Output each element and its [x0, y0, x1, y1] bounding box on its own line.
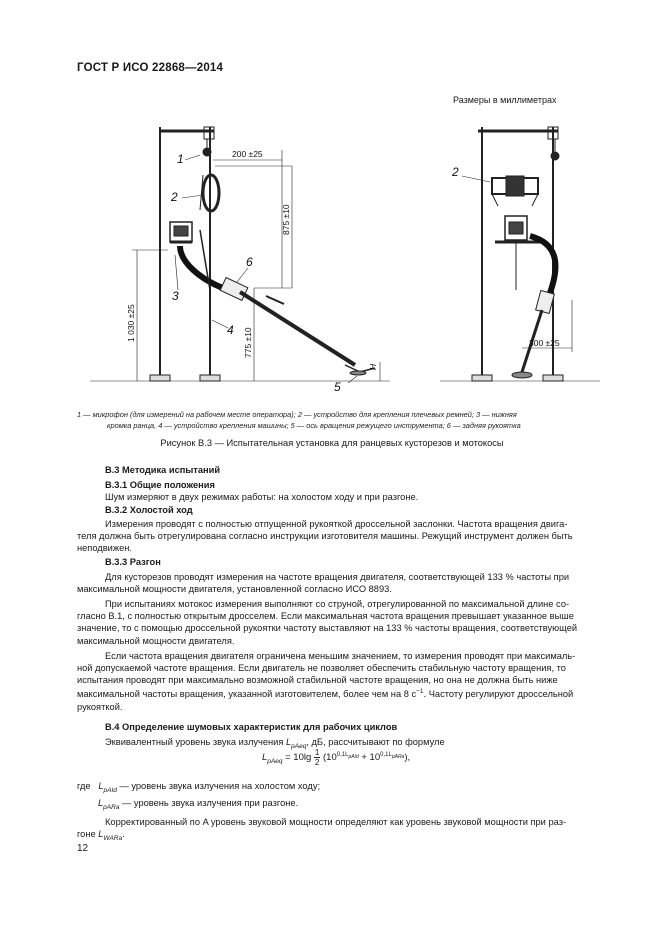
- test-rig-figure: [0, 0, 661, 400]
- label-2: 2: [171, 190, 178, 204]
- heading-b3: В.3 Методика испытаний: [105, 465, 221, 475]
- figure-caption: Рисунок В.3 — Испытательная установка для ранцевых кусторезов и мотокосы: [160, 438, 504, 448]
- figure-legend: 1 — микрофон (для измерений на рабочем месте оператора); 2 — устройство для крепления плечевых ремней; 3 — нижняя кромка ранца, 4 — устройство крепления машины; 5 — ось вращения режущего инструмента; 6 — задняя рукоятка: [77, 410, 521, 430]
- formula-explanation: где $L_{pAId}$ — уровень звука излучения на холостом ходу; $L_{pARa}$ — уровень звука излучения при разгоне. Корректированный по A уровень звуковой мощности определяют как уровень звуковой мощности при раз- гоне $L_{WARa}$.: [77, 781, 567, 843]
- dim-1030: 1 030 ±25: [126, 304, 136, 342]
- units-note: Размеры в миллиметрах: [453, 95, 557, 105]
- formula: $L_{pAeq} = 10\lg$ $\frac{1}{2}$ $(10^{0,1L_{pAId}} + 10^{0,1L_{pARa}})$,: [262, 748, 411, 767]
- heading-b33: В.3.3 Разгон: [105, 557, 161, 568]
- label-1: 1: [177, 152, 184, 166]
- page-number: 12: [77, 843, 89, 854]
- label-6: 6: [246, 255, 253, 269]
- heading-b4: В.4 Определение шумовых характеристик для рабочих циклов: [105, 721, 398, 732]
- heading-b32: В.3.2 Холостой ход: [105, 504, 193, 515]
- label-2b: 2: [452, 165, 459, 179]
- heading-b31: В.3.1 Общие положения: [105, 480, 215, 491]
- dim-300: 300 ±25: [529, 338, 560, 348]
- label-4: 4: [227, 323, 234, 337]
- dim-875: 875 ±10: [281, 204, 291, 235]
- boom: [240, 292, 355, 365]
- dim-200: 200 ±25: [232, 149, 263, 159]
- label-5: 5: [334, 380, 341, 394]
- body-text: В.3 Методика испытаний В.3.1 Общие положения Шум измеряют в двух режимах работы: на холостом ходу и при разгоне. В.3.2 Холостой ход Измерения проводят с полностью отпущенной рукояткой дроссельной заслонки. Частота вращения двига- теля должна быть отрегулирована согласно инструкции изготовителя машины. Режущий инструмент должен быть неподвижен. В.3.3 Разгон Для кусторезов проводят измерения на частоте вращения двигателя, соответствующей 133 % частоты при максимальной мощности двигателя, установленной согласно ИСО 8893. При испытаниях мотокос измерения выполняют со струной, отрегулированной по максимальной длине со- гласно В.1, с полностью открытым дросселем. Если максимальная частота вращения превышает указанное выше значение, то с помощью дроссельной рукоятки частоту выставляют на 133 % частоты вращения, соответствующей максимальной мощности двигателя. Если частота вращения двигателя ограничена меньшим значением, то измерения проводят при максималь- ной допускаемой частоте вращения. Если двигатель не позволяет обеспечить стабильную частоту вращения, то испытания проводят при максимально возможной стабильной частоте вращения, но она не должна быть ниже максимальной частоты вращения, указанной изготовителем, более чем на 8 $с^{-1}$. Частоту регулируют дроссельной рукояткой. В.4 Определение шумовых характеристик для рабочих циклов Эквивалентный уровень звука излучения $L_{pAeq}$, дБ, рассчитывают по формуле: [77, 464, 587, 753]
- dim-775: 775 ±10: [243, 327, 253, 358]
- label-3: 3: [172, 289, 179, 303]
- document-header: ГОСТ Р ИСО 22868—2014: [77, 62, 224, 74]
- microphone-icon: [203, 148, 211, 156]
- dim-H: H: [368, 363, 378, 370]
